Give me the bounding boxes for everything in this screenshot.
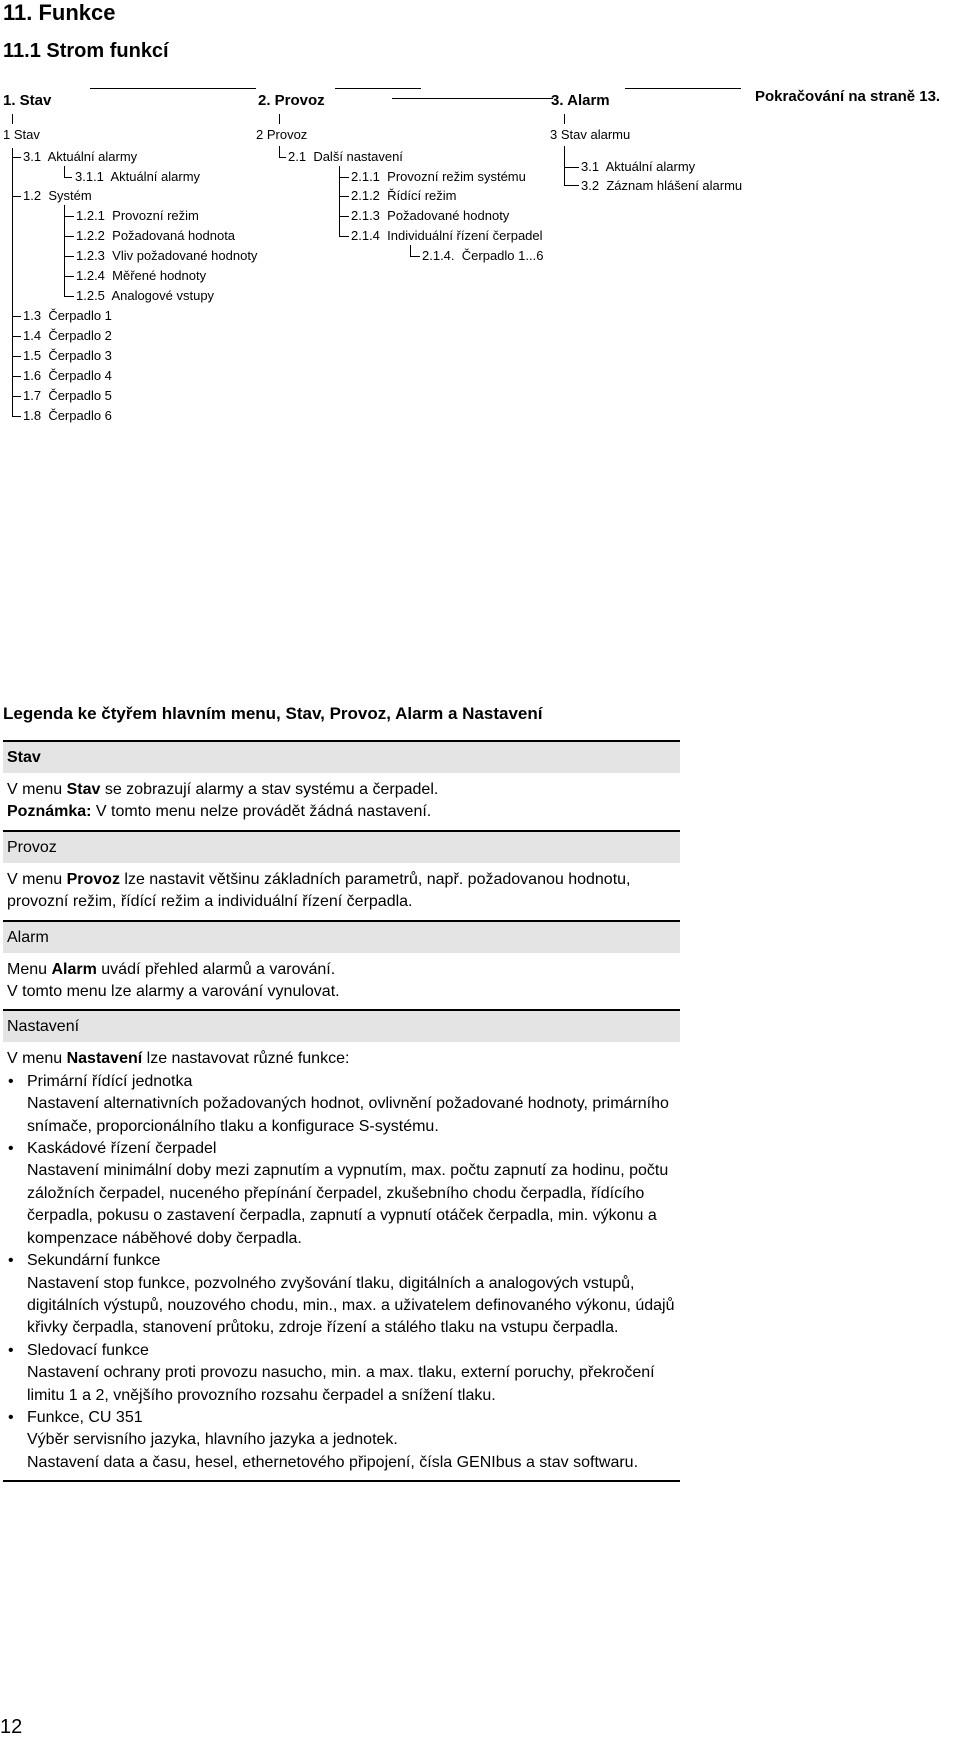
tree-node: 1.8 Čerpadlo 6	[23, 408, 112, 423]
legend-table	[3, 740, 680, 1482]
legend-title: Legenda ke čtyřem hlavním menu, Stav, Provoz, Alarm a Nastavení	[3, 704, 543, 723]
legend-body-provoz: V menu Provoz lze nastavit většinu základních parametrů, např. požadovanou hodnotu, provozní režim, řídící režim a individuální řízení čerpadla.	[7, 870, 631, 911]
list-item: • Primární řídící jednotka Nastavení alternativních požadovaných hodnot, ovlivnění požadované hodnoty, primárního snímače, proporcionálního tlaku a konfigurace S-systému.	[8, 1072, 669, 1135]
tree-node: 1.3 Čerpadlo 1	[23, 308, 112, 323]
tree-node: 2.1.4. Čerpadlo 1...6	[422, 248, 544, 263]
legend-head-alarm: Alarm	[3, 920, 680, 953]
tree-node: 1.2.1 Provozní režim	[76, 208, 199, 223]
bullet-icon: •	[8, 1072, 14, 1090]
bullet-icon: •	[8, 1140, 14, 1158]
column-header-provoz: 2. Provoz	[258, 92, 325, 109]
tree-node: 2.1.3 Požadované hodnoty	[351, 208, 510, 223]
tree-node: 3.1.1 Aktuální alarmy	[75, 169, 201, 184]
legend-head-provoz: Provoz	[3, 830, 680, 863]
bullet-icon: •	[8, 1341, 14, 1359]
tree-node: 1.2.2 Požadovaná hodnota	[76, 228, 236, 243]
chapter-heading: 11. Funkce	[3, 0, 116, 25]
page-number: 12	[0, 1716, 23, 1738]
tree-node: 1.2 Systém	[23, 188, 92, 203]
legend-head-stav: Stav	[3, 740, 680, 773]
list-item: • Funkce, CU 351 Výběr servisního jazyka, hlavního jazyka a jednotek. Nastavení data a času, hesel, ethernetového připojení, čísla GENIbus a stav softwaru.	[8, 1408, 639, 1471]
header-rule-alarm-2	[625, 88, 741, 89]
list-item: • Sekundární funkce Nastavení stop funkce, pozvolného zvyšování tlaku, digitálních a analogových vstupů, digitálních výstupů, nouzového chodu, min., max. a uživatelem definovaného výkonu, údajů křivky čerpadla, stanovení průtoku, zdroje řízení a stálého tlaku na vstupu čerpadla.	[8, 1252, 675, 1337]
tree-node: 3.2 Záznam hlášení alarmu	[581, 178, 743, 193]
bullet-icon: •	[8, 1252, 14, 1270]
column-header-stav: 1. Stav	[3, 92, 52, 109]
tree-node: 3.1 Aktuální alarmy	[23, 149, 138, 164]
tree-node: 1.5 Čerpadlo 3	[23, 348, 112, 363]
bullet-icon: •	[8, 1408, 14, 1426]
continued-note: Pokračování na straně 13.	[755, 88, 941, 105]
legend-head-nastaveni: Nastavení	[3, 1009, 680, 1042]
tree-node: 1.7 Čerpadlo 5	[23, 388, 112, 403]
tree-root-alarm: 3 Stav alarmu	[550, 127, 631, 142]
legend-body-stav: V menu Stav se zobrazují alarmy a stav systému a čerpadel. Poznámka: V tomto menu nelze provádět žádná nastavení.	[7, 781, 439, 821]
header-rule-alarm	[392, 98, 553, 99]
legend-body-nastaveni: V menu Nastavení lze nastavovat různé funkce: • Primární řídící jednotka Nastavení alternativních požadovaných hodnot, ovlivnění požadované hodnoty, primárního snímače, proporcionálního tlaku a konfigurace S-systému. • Kaskádové řízení čerpadel Nastavení minimální doby mezi zapnutím a vypnutím, max. počtu zapnutí za hodinu, počtu záložních čerpadel, nuceného přepínání čerpadel, zkušebního chodu čerpadla, řídícího čerpadla, pokusu o zastavení čerpadla, zapnutí a vypnutí otáček čerpadla, min. výkonu a kompenzace náběhové doby čerpadla. • Sekundární funkce Nastavení stop funkce, pozvolného zvyšování tlaku, digitálních a analogových vstupů, digitálních výstupů, nouzového chodu, min., max. a uživatelem definovaného výkonu, údajů křivky čerpadla, stanovení průtoku, zdroje řízení a stálého tlaku na vstupu čerpadla. • Sledovací funkce Nastavení ochrany proti provozu nasucho, min. a max. tlaku, externí poruchy, překročení limitu 1 a 2, vnějšího provozního rozsahu čerpadel a snížení tlaku. • Funkce, CU 351 Výběr servisního jazyka, hlavního jazyka a jednotek. Nastavení data a času, hesel, ethernetového připojení, čísla GENIbus a stav softwaru.	[3, 1042, 680, 1480]
tree-node: 1.4 Čerpadlo 2	[23, 328, 112, 343]
column-header-alarm: 3. Alarm	[551, 92, 610, 109]
tree-node: 1.2.5 Analogové vstupy	[76, 288, 215, 303]
header-rule-stav	[90, 88, 256, 89]
tree-node: 3.1 Aktuální alarmy	[581, 159, 696, 174]
tree-node: 1.2.4 Měřené hodnoty	[76, 268, 207, 283]
tree-node: 2.1 Další nastavení	[288, 149, 403, 164]
tree-node: 2.1.1 Provozní režim systému	[351, 169, 526, 184]
header-rule-provoz	[335, 88, 421, 89]
legend-bottom-rule	[3, 1480, 680, 1482]
list-item: • Kaskádové řízení čerpadel Nastavení minimální doby mezi zapnutím a vypnutím, max. počtu zapnutí za hodinu, počtu záložních čerpadel, nuceného přepínání čerpadel, zkušebního chodu čerpadla, řídícího čerpadla, pokusu o zastavení čerpadla, zapnutí a vypnutí otáček čerpadla, min. výkonu a kompenzace náběhové doby čerpadla.	[8, 1140, 669, 1247]
tree-node: 2.1.2 Řídící režim	[351, 188, 457, 203]
tree-root-provoz: 2 Provoz	[256, 127, 308, 142]
legend-body-alarm: Menu Alarm uvádí přehled alarmů a varování. V tomto menu lze alarmy a varování vynulovat.	[7, 960, 340, 1001]
tree-node: 1.2.3 Vliv požadované hodnoty	[76, 248, 258, 263]
list-item: • Sledovací funkce Nastavení ochrany proti provozu nasucho, min. a max. tlaku, externí poruchy, překročení limitu 1 a 2, vnějšího provozního rozsahu čerpadel a snížení tlaku.	[8, 1341, 655, 1404]
tree-root-stav: 1 Stav	[3, 127, 40, 142]
tree-node: 1.6 Čerpadlo 4	[23, 368, 112, 383]
section-heading: 11.1 Strom funkcí	[3, 40, 169, 62]
tree-node: 2.1.4 Individuální řízení čerpadel	[351, 228, 543, 243]
